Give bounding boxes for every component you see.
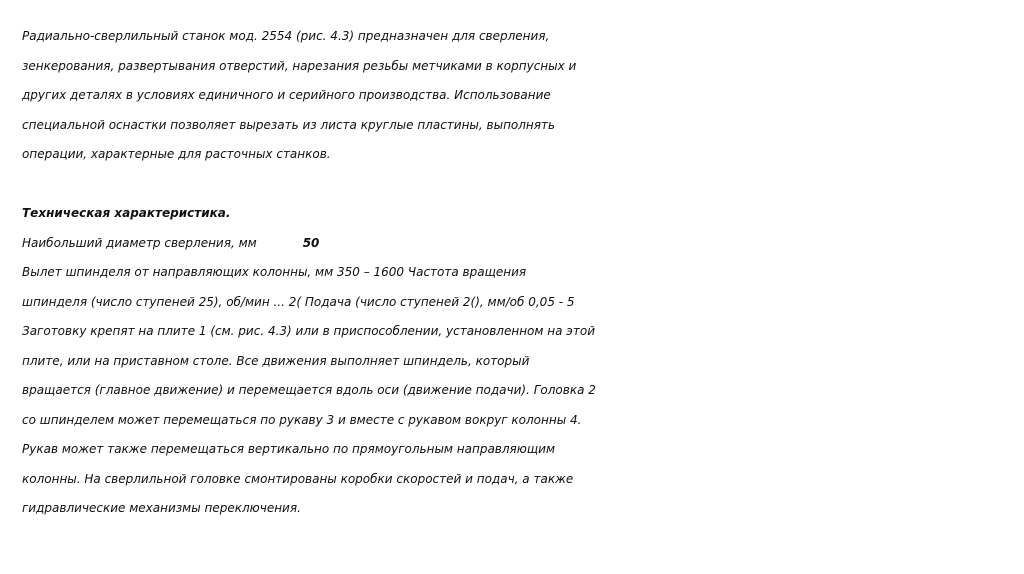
description-line-6: колонны. На сверлильной головке смонтированы коробки скоростей и подач, а также xyxy=(22,471,574,486)
intro-line-3: других деталях в условиях единичного и серийного производства. Использование xyxy=(22,88,551,102)
intro-line-5: операции, характерные для расточных станков. xyxy=(22,147,331,161)
description-line-7: гидравлические механизмы переключения. xyxy=(22,501,301,515)
spec-drill-diameter xyxy=(22,229,1012,259)
intro-line-1: Радиально-сверлильный станок мод. 2554 (рис. 4.3) предназначен для сверления, xyxy=(22,29,550,43)
description-line-5: Рукав может также перемещаться вертикально по прямоугольным направляющим xyxy=(22,442,556,456)
spec-line-3: Вылет шпинделя от направляющих колонны, мм 350 – 1600 Частота вращения xyxy=(22,265,527,279)
intro-line-4: специальной оснастки позволяет вырезать из листа круглые пластины, выполнять xyxy=(22,117,556,132)
spec-drill-value: 50 xyxy=(302,235,320,250)
blank-line xyxy=(22,170,1012,200)
description-line-4: со шпинделем может перемещаться по рукаву 3 и вместе с рукавом вокруг колонны 4. xyxy=(22,412,582,427)
intro-line-2: зенкерования, развертывания отверстий, нарезания резьбы метчиками в корпусных и xyxy=(22,58,577,73)
slide-text xyxy=(22,22,1012,524)
description-line-3: вращается (главное движение) и перемещается вдоль оси (движение подачи). Головка 2 xyxy=(22,383,596,397)
description-line-2: плите, или на приставном столе. Все движения выполняет шпиндель, который xyxy=(22,353,530,368)
description-line-1: Заготовку крепят на плите 1 (см. рис. 4.3) или в приспособлении, установленном на этой xyxy=(22,324,595,338)
spec-line-4: шпинделя (число ступеней 25), об/мин ... 2( Подача (число ступеней 2(), мм/об 0,05 - 5 xyxy=(22,294,575,309)
specs-heading: Техническая характеристика. xyxy=(22,206,231,220)
spec-drill-label: Наибольший диаметр сверления, мм xyxy=(22,235,257,250)
